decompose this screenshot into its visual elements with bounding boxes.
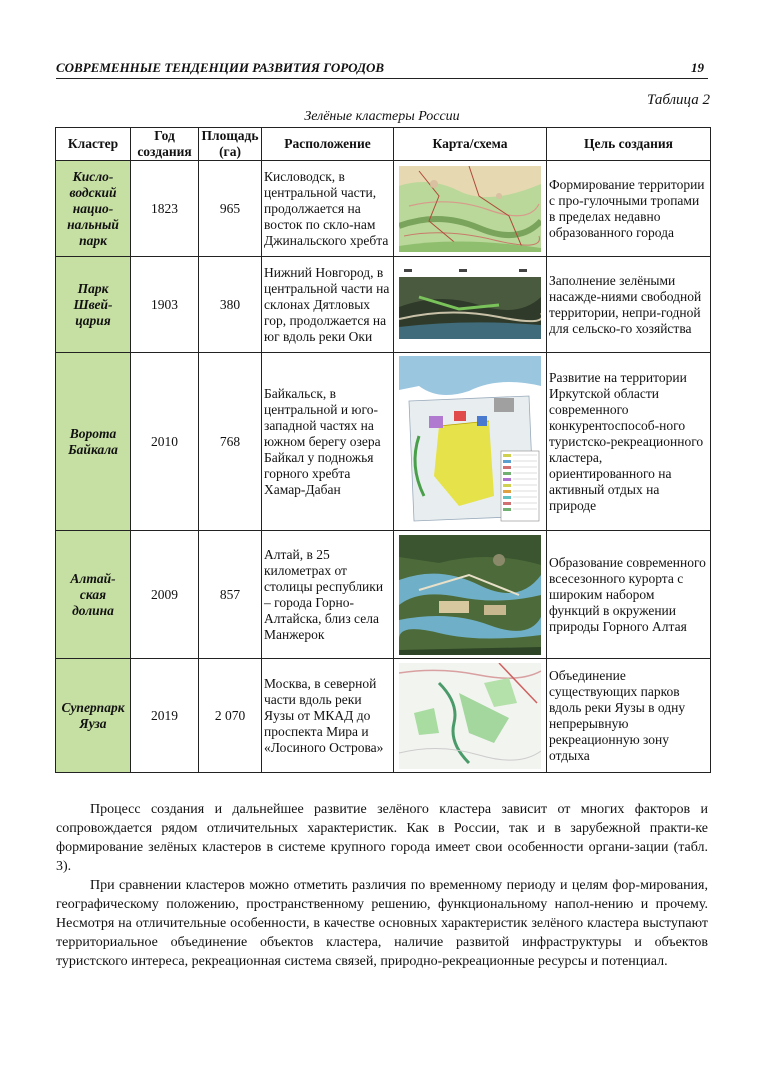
col-header-area: Площадь (га) xyxy=(199,128,262,161)
map-cell xyxy=(394,659,547,773)
year-cell: 1903 xyxy=(131,257,199,353)
map-cell xyxy=(394,531,547,659)
topographic-map-icon xyxy=(399,166,541,252)
goal-cell: Развитие на территории Иркутской области современного конкурентоспособ-ного туристско-рекреационного кластера, ориентированного на активный отдых на природе xyxy=(547,353,711,531)
area-cell: 768 xyxy=(199,353,262,531)
table-caption: Зелёные кластеры России xyxy=(304,109,460,124)
location-cell: Кисловодск, в центральной части, продолжается на восток по скло-нам Джинальского хребта xyxy=(262,161,394,257)
col-header-location: Расположение xyxy=(262,128,394,161)
paragraph: Процесс создания и дальнейшее развитие зелёного кластера зависит от многих факторов и сопровождается рядом отличительных характеристик. Как в России, так и в зарубежной практи-ке формирование зелёных кластеров в системе крупного города имеет свои особенности органи-зации (табл. 3). xyxy=(56,802,708,874)
page-number: 19 xyxy=(691,60,704,75)
col-header-year: Год создания xyxy=(131,128,199,161)
header-rule xyxy=(56,78,708,79)
table-row xyxy=(56,257,711,353)
body-text xyxy=(56,800,708,971)
paragraph: При сравнении кластеров можно отметить различия по временному периоду и целям фор-мирования, географическому положению, пространственному решению, функциональному напол-нению и прочему. Несмотря на отличительные особенности, в качестве основных характеристик зелёного кластера выступают территориальное объединение объектов кластера, наличие развитой инфраструктуры и объектов туристского интереса, рекреационная система связей, природно-рекреационные ресурсы и потенциал. xyxy=(56,878,708,969)
map-cell xyxy=(394,353,547,531)
zoning-scheme-icon xyxy=(399,356,541,528)
year-cell: 2009 xyxy=(131,531,199,659)
table-row xyxy=(56,531,711,659)
table-header-row xyxy=(56,128,711,161)
area-cell: 2 070 xyxy=(199,659,262,773)
running-header xyxy=(56,60,708,80)
area-cell: 857 xyxy=(199,531,262,659)
table-label: Таблица 2 xyxy=(647,92,710,108)
cluster-name: Суперпарк Яуза xyxy=(56,659,131,773)
year-cell: 2019 xyxy=(131,659,199,773)
col-header-goal: Цель создания xyxy=(547,128,711,161)
goal-cell: Формирование территории с про-гулочными тропами в пределах недавно образованного города xyxy=(547,161,711,257)
cluster-name: Кисло-водский нацио-нальный парк xyxy=(56,161,131,257)
table-row xyxy=(56,353,711,531)
goal-cell: Образование современного всесезонного курорта с широким набором функций в окружении природы Горного Алтая xyxy=(547,531,711,659)
location-cell: Алтай, в 25 километрах от столицы республики – города Горно-Алтайска, близ села Манжерок xyxy=(262,531,394,659)
col-header-cluster: Кластер xyxy=(56,128,131,161)
satellite-map-icon xyxy=(399,267,541,343)
cluster-name: Парк Швей-цария xyxy=(56,257,131,353)
col-header-map: Карта/схема xyxy=(394,128,547,161)
area-cell: 965 xyxy=(199,161,262,257)
goal-cell: Объединение существующих парков вдоль реки Яузы в одну непрерывную рекреационную зону отдыха xyxy=(547,659,711,773)
cluster-name: Ворота Байкала xyxy=(56,353,131,531)
table-row xyxy=(56,659,711,773)
location-cell: Нижний Новгород, в центральной части на склонах Дятловых гор, продолжается на юг вдоль реки Оки xyxy=(262,257,394,353)
location-cell: Байкальск, в центральной и юго-западной частях на южном берегу озера Байкал у подножья горного хребта Хамар-Дабан xyxy=(262,353,394,531)
map-cell xyxy=(394,257,547,353)
year-cell: 2010 xyxy=(131,353,199,531)
route-map-icon xyxy=(399,663,541,769)
table-row xyxy=(56,161,711,257)
year-cell: 1823 xyxy=(131,161,199,257)
location-cell: Москва, в северной части вдоль реки Яузы от МКАД до проспекта Мира и «Лосиного Острова» xyxy=(262,659,394,773)
area-cell: 380 xyxy=(199,257,262,353)
map-cell xyxy=(394,161,547,257)
running-title: СОВРЕМЕННЫЕ ТЕНДЕНЦИИ РАЗВИТИЯ ГОРОДОВ xyxy=(56,60,385,75)
cluster-name: Алтай-ская долина xyxy=(56,531,131,659)
goal-cell: Заполнение зелёными насажде-ниями свободной территории, непри-годной для сельско-го хозяйства xyxy=(547,257,711,353)
aerial-plan-icon xyxy=(399,535,541,655)
green-clusters-table xyxy=(55,127,711,773)
